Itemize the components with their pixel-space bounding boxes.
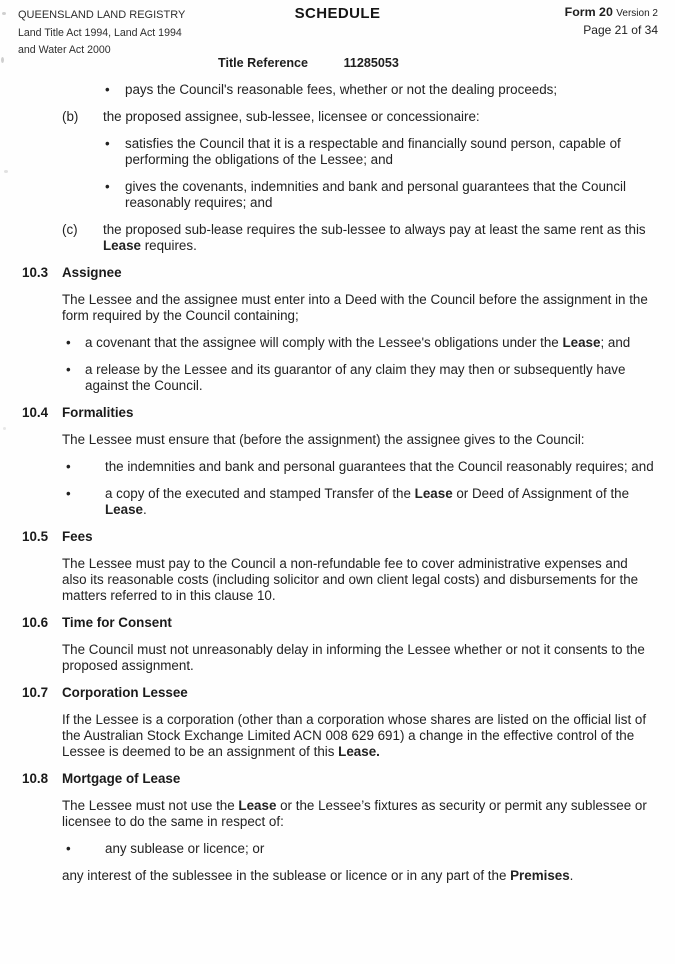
text-segment: The Lessee and the assignee must enter into a Deed with the Council before the assignment in the form required by the Council containing; [62, 292, 648, 323]
letter-marker: (c) [62, 222, 78, 237]
section-heading [22, 771, 655, 787]
paragraph [62, 432, 655, 448]
text-segment: or the Lessee’s fixtures as security or permit any sublessee or licensee to do the same in respect of: [62, 798, 647, 829]
text-segment: If the Lessee is a corporation (other than a corporation whose shares are listed on the official list of the Australian Stock Exchange Limited ACN 008 629 691) a change in the effective control of the Lessee is deemed to be an assignment of this [62, 712, 647, 759]
paragraph [62, 798, 655, 830]
text-segment: The Lessee must not use the [62, 798, 239, 813]
bullet-icon: • [66, 362, 71, 377]
text-segment-bold: Lease [414, 486, 453, 501]
list-item [105, 82, 655, 98]
list-item-text [103, 222, 655, 254]
section-title: Mortgage of Lease [62, 771, 181, 786]
title-reference-row [218, 56, 399, 70]
form-version: Version 2 [616, 8, 658, 19]
bullet-icon: • [66, 335, 71, 350]
section-title: Time for Consent [62, 615, 172, 630]
text-segment: satisfies the Council that it is a respectable and financially sound person, capable of performing the obligations of the Lessee; and [125, 136, 621, 167]
list-item-text [125, 136, 655, 168]
document-body [0, 80, 675, 884]
form-line [565, 5, 658, 19]
section-number: 10.5 [22, 529, 49, 544]
bullet-icon: • [105, 179, 110, 194]
text-segment: . [142, 502, 147, 517]
text-segment: any interest of the sublessee in the sublease or licence or in any part of the [62, 868, 511, 883]
letter-marker: (b) [62, 109, 79, 124]
list-item-text [105, 841, 264, 857]
text-segment: The Lessee must ensure that (before the assignment) the assignee gives to the Council: [62, 432, 585, 447]
registry-acts-line: and Water Act 2000 [18, 44, 111, 56]
paragraph [62, 712, 655, 760]
list-item-text [125, 82, 557, 98]
section-heading [22, 615, 655, 631]
bullet-icon: • [105, 82, 110, 97]
title-reference-value: 11285053 [343, 56, 399, 70]
text-segment-bold: Lease. [338, 744, 380, 759]
bullet-icon: • [66, 486, 71, 501]
bullet-icon: • [105, 136, 110, 151]
list-item-text [85, 335, 630, 351]
text-segment-bold: Lease [238, 798, 277, 813]
section-heading [22, 529, 655, 545]
bullet-icon: • [66, 459, 71, 474]
text-segment: or Deed of Assignment of the [452, 486, 630, 501]
text-segment: . [569, 868, 574, 883]
page-header [0, 0, 675, 80]
registry-name: QUEENSLAND LAND REGISTRY [18, 9, 186, 21]
section-number: 10.7 [22, 685, 49, 700]
scan-artifact [4, 170, 8, 173]
list-item [62, 222, 655, 254]
text-segment-bold: Premises [510, 868, 570, 883]
section-heading [22, 265, 655, 281]
text-segment: any sublease or licence; or [105, 841, 265, 856]
section-title: Corporation Lessee [62, 685, 188, 700]
text-segment: a release by the Lessee and its guarantor of any claim they may then or subsequently have against the Council. [85, 362, 626, 393]
section-title: Fees [62, 529, 93, 544]
section-number: 10.3 [22, 265, 49, 280]
section-heading [22, 405, 655, 421]
text-segment-bold: Lease [103, 238, 141, 253]
section-title: Assignee [62, 265, 122, 280]
list-item [105, 179, 655, 211]
list-item [66, 486, 655, 518]
section-number: 10.8 [22, 771, 49, 786]
list-item [66, 362, 655, 394]
text-segment: the indemnities and bank and personal guarantees that the Council reasonably requires; and [105, 459, 654, 474]
form-info-block [565, 5, 658, 37]
form-number: Form 20 [564, 5, 613, 19]
page-number: Page 21 of 34 [583, 23, 658, 37]
list-item-text [105, 459, 654, 475]
section-title: Formalities [62, 405, 134, 420]
list-item-text [85, 362, 651, 394]
list-item-text [125, 179, 655, 211]
list-item [62, 109, 655, 125]
text-segment: the proposed assignee, sub-lessee, licensee or concessionaire: [103, 109, 480, 124]
text-segment-bold: Lease [562, 335, 601, 350]
scan-artifact [3, 427, 6, 430]
text-segment: a covenant that the assignee will comply with the Lessee's obligations under the [85, 335, 563, 350]
section-heading [22, 685, 655, 701]
paragraph [62, 292, 655, 324]
list-item-text [105, 486, 655, 518]
text-segment: ; and [600, 335, 631, 350]
title-reference-label: Title Reference [218, 56, 309, 70]
list-item [66, 335, 655, 351]
paragraph [62, 556, 655, 604]
text-segment: The Council must not unreasonably delay in informing the Lessee whether or not it consents to the proposed assignment. [62, 642, 645, 673]
text-segment: gives the covenants, indemnities and bank and personal guarantees that the Council reasonably requires; and [125, 179, 626, 210]
section-number: 10.6 [22, 615, 49, 630]
text-segment-bold: Lease [105, 502, 143, 517]
list-item [66, 841, 655, 857]
text-segment: a copy of the executed and stamped Transfer of the [105, 486, 415, 501]
text-segment: the proposed sub-lease requires the sub-lessee to always pay at least the same rent as this [103, 222, 646, 237]
text-segment: requires. [140, 238, 197, 253]
paragraph [62, 868, 655, 884]
bullet-icon: • [66, 841, 71, 856]
text-segment: The Lessee must pay to the Council a non-refundable fee to cover administrative expenses and also its reasonable costs (including solicitor and own client legal costs) and disbursements for the matters referred to in this clause 10. [62, 556, 639, 603]
registry-acts-line: Land Title Act 1994, Land Act 1994 [18, 26, 182, 39]
schedule-title: SCHEDULE [294, 5, 381, 22]
paragraph [62, 642, 655, 674]
list-item-text [103, 109, 480, 125]
list-item [66, 459, 655, 475]
section-number: 10.4 [22, 405, 49, 420]
list-item [105, 136, 655, 168]
text-segment: pays the Council's reasonable fees, whether or not the dealing proceeds; [125, 82, 558, 97]
